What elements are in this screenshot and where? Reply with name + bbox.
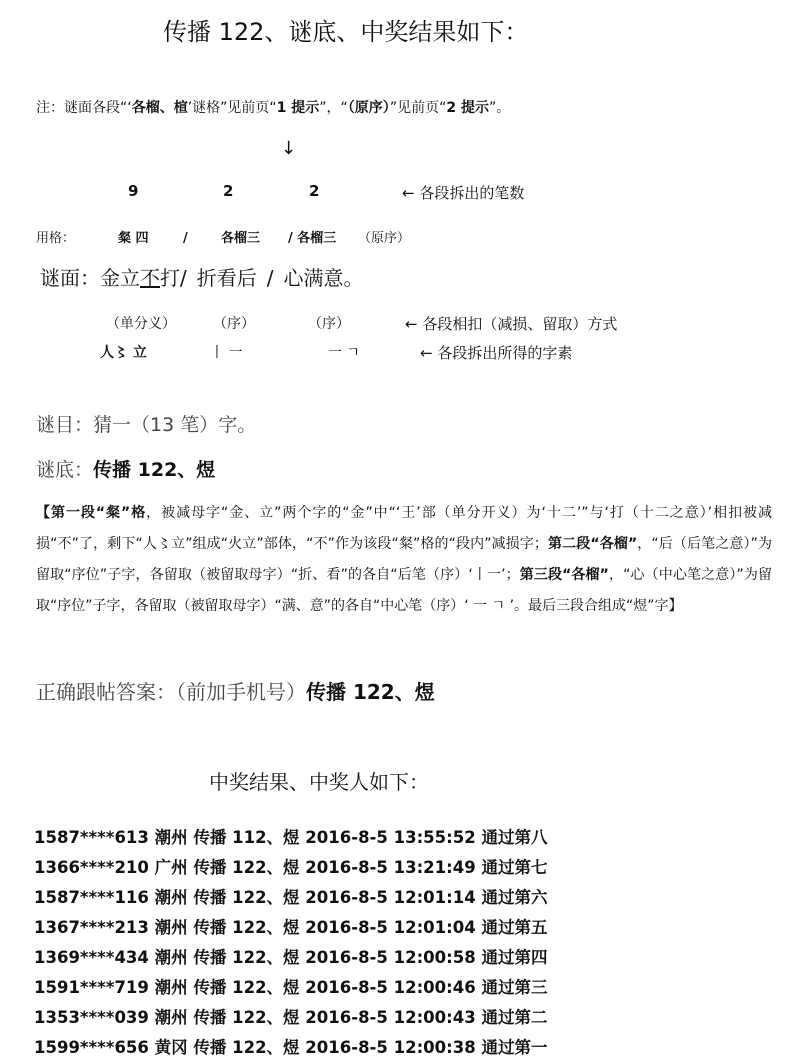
method-1: （单分义） <box>106 316 176 332</box>
answer-line <box>36 455 215 482</box>
format-item-3: / 各榴三 <box>288 231 337 246</box>
winner-row: 1587****116 潮州 传播 122、煜 2016-8-5 12:01:14 通过第六 <box>34 888 548 907</box>
format-sep: / <box>183 231 188 246</box>
page-title: 传播 122、谜底、中奖结果如下： <box>163 18 529 46</box>
riddle-sep: / <box>266 266 274 290</box>
explanation-paragraph <box>36 498 772 622</box>
format-label: 用格： <box>36 231 76 246</box>
correct-label: 正确跟帖答案：（前加手机号） <box>36 680 306 704</box>
stroke-count-1: 9 <box>128 182 139 200</box>
method-row <box>106 313 350 333</box>
winner-row: 1367****213 潮州 传播 122、煜 2016-8-5 12:01:04 通过第五 <box>34 918 548 937</box>
note-text: 注：谜面各段“‘ <box>36 100 132 116</box>
format-order: （原序） <box>358 231 411 246</box>
note-order: （原序） <box>347 100 390 116</box>
format-item-2: 各榴三 <box>221 231 261 246</box>
riddle-target: 谜目：猜一（13 笔）字。 <box>36 414 257 436</box>
riddle-part-3: 心满意。 <box>283 266 364 290</box>
winner-row: 1366****210 广州 传播 122、煜 2016-8-5 13:21:49 通过第七 <box>34 858 548 877</box>
riddle-part-1-underlined: 不 <box>140 266 160 290</box>
explain-seg-3-title: 第三段“各榴” <box>519 567 609 583</box>
winner-row: 1369****434 潮州 传播 122、煜 2016-8-5 12:00:58 通过第四 <box>34 948 548 967</box>
winner-row: 1591****719 潮州 传播 122、煜 2016-8-5 12:00:46 通过第三 <box>34 978 548 997</box>
note-text: ’谜格”见前页“ <box>187 100 277 116</box>
winner-row: 1599****656 黄冈 传播 122、煜 2016-8-5 12:00:38 通过第一 <box>34 1038 548 1057</box>
element-note: ← 各段拆出所得的字素 <box>420 344 573 362</box>
winner-row: 1587****613 潮州 传播 112、煜 2016-8-5 13:55:52 通过第八 <box>34 828 548 847</box>
riddle-label: 谜面： <box>40 266 100 290</box>
winner-row: 1353****039 潮州 传播 122、煜 2016-8-5 12:00:43 通过第二 <box>34 1008 548 1027</box>
element-row <box>100 342 360 362</box>
correct-value: 传播 122、煜 <box>306 680 435 704</box>
note-text: ”。 <box>488 100 511 116</box>
correct-answer-line <box>36 676 435 705</box>
note-line <box>36 97 510 117</box>
note-text: ”见前页“ <box>389 100 447 116</box>
winners-title: 中奖结果、中奖人如下： <box>209 770 429 794</box>
stroke-note: ← 各段拆出的笔数 <box>402 184 525 202</box>
note-text: ”，“ <box>319 100 348 116</box>
explain-seg-2-title: 第二段“各榴” <box>547 536 638 552</box>
note-format-name: 各榴、楦 <box>131 100 188 116</box>
element-2: 丨 一 <box>210 345 243 361</box>
method-3: （序） <box>308 316 350 332</box>
explain-seg-1-text: ，被减母字“金、立”两个字的“金”中“‘王’部（单分开义）为‘十二’”与‘打（十二之意）’相扣被减损“不”了，剩下“人〻立”组成“火立”部体，“不”作为该段“粲”格的“段内”减损字； <box>36 505 773 552</box>
riddle-part-1b: 打/ <box>160 266 187 290</box>
explain-seg-2-text: ，“后（后笔之意）”为留取“序位”子字，各留取（被留取母字）“折、看”的各自“后笔（序）‘丨一’； <box>36 536 772 583</box>
stroke-count-2: 2 <box>223 182 234 200</box>
stroke-count-3: 2 <box>309 182 320 200</box>
method-2: （序） <box>213 316 255 332</box>
method-note: ← 各段相扣（减损、留取）方式 <box>405 315 618 333</box>
answer-value: 传播 122、煜 <box>93 459 216 481</box>
winner-list <box>34 823 547 1063</box>
riddle-part-2: 折看后 <box>196 266 257 290</box>
element-1: 人〻 立 <box>100 345 147 361</box>
down-arrow-icon: ↓ <box>281 138 297 159</box>
format-row <box>36 227 410 246</box>
format-item-1: 粲 四 <box>118 231 149 246</box>
element-3: 一 ㄱ <box>328 345 360 361</box>
riddle-part-1a: 金立 <box>100 266 140 290</box>
answer-label: 谜底： <box>36 459 94 481</box>
explain-seg-1-title: 【第一段“粲”格 <box>36 505 147 521</box>
note-hint-1: 1 提示 <box>276 100 320 116</box>
note-hint-2: 2 提示 <box>446 100 489 116</box>
explain-seg-3-text: ，“心（中心笔之意）”为留取“序位”子字，各留取（被留取母字）“满、意”的各自“中心笔（序）‘ 一 ㄱ ’。最后三段合组成“煜”字】 <box>36 567 772 614</box>
riddle-line <box>40 262 364 291</box>
